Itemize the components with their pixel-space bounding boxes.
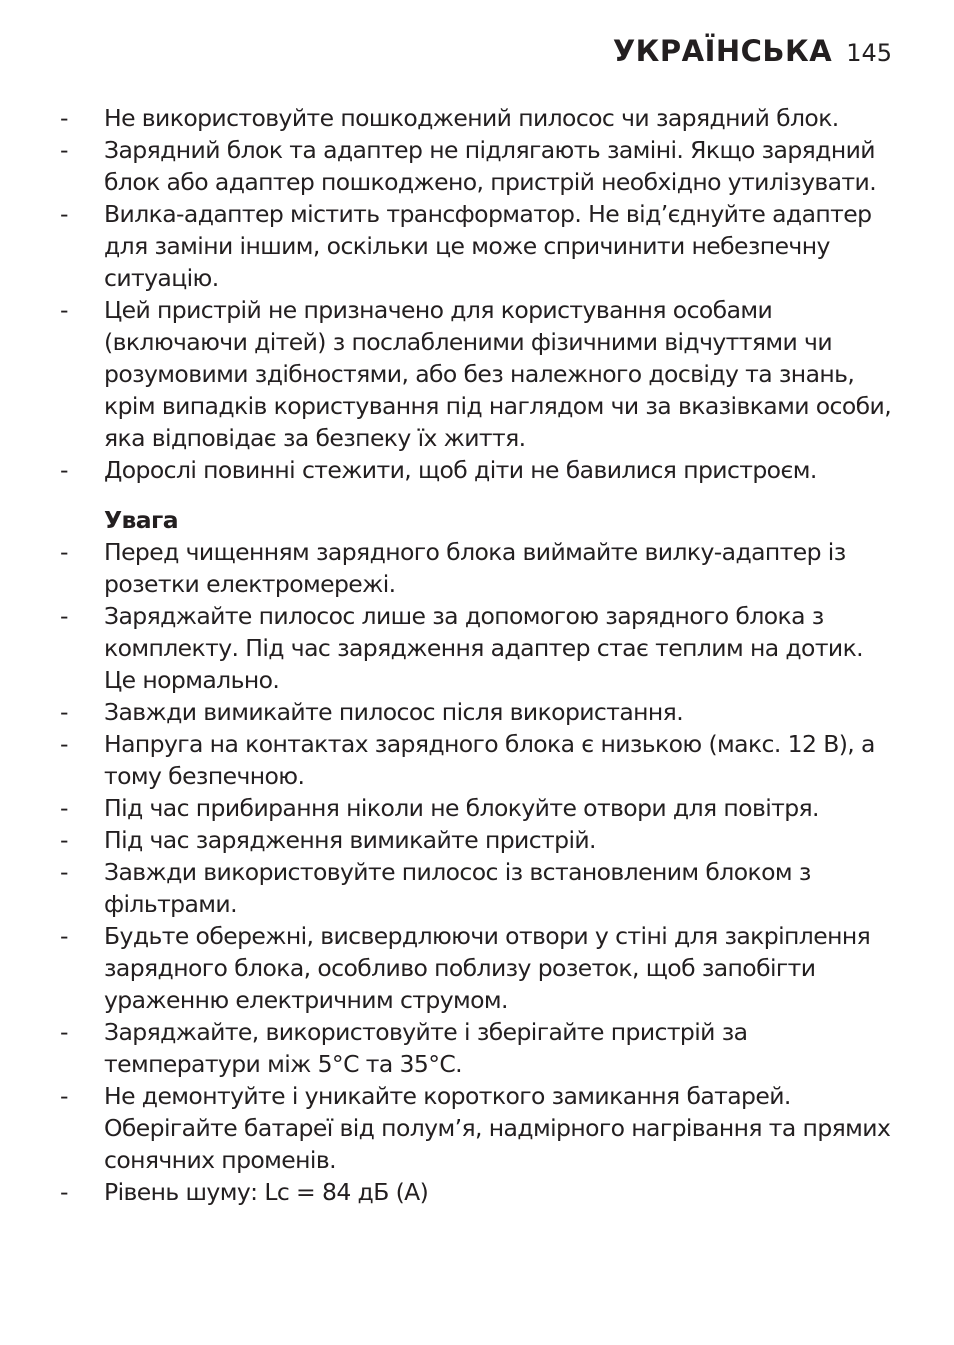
list-item-text: Під час прибирання ніколи не блокуйте отвори для повітря.	[104, 794, 819, 822]
bullet-dash: -	[60, 1018, 68, 1046]
list-item-text: Заряджайте, використовуйте і зберігайте пристрій за температури між 5°C та 35°C.	[104, 1018, 748, 1078]
bullet-dash: -	[60, 1178, 68, 1206]
list-item-text: Завжди вимикайте пилосос після використання.	[104, 698, 684, 726]
bullet-dash: -	[60, 296, 68, 324]
list-item-text: Не використовуйте пошкоджений пилосос чи зарядний блок.	[104, 104, 839, 132]
document-body	[56, 102, 896, 1208]
bullet-dash: -	[60, 826, 68, 854]
bullet-dash: -	[60, 858, 68, 886]
list-item-text: Під час зарядження вимикайте пристрій.	[104, 826, 596, 854]
list-item-text: Цей пристрій не призначено для користування особами (включаючи дітей) з послабленими фізичними відчуттями чи розумовими здібностями, або без належного досвіду та знань, крім випадків користування під наглядом чи за вказівками особи, яка відповідає за безпеку їх життя.	[104, 296, 892, 452]
list-item	[56, 600, 896, 696]
list-item-text: Завжди використовуйте пилосос із встановленим блоком з фільтрами.	[104, 858, 811, 918]
list-item	[56, 536, 896, 600]
bullet-dash: -	[60, 730, 68, 758]
list-item	[56, 102, 896, 134]
list-item	[56, 294, 896, 454]
page-number: 145	[846, 39, 892, 67]
list-item-text: Зарядний блок та адаптер не підлягають заміні. Якщо зарядний блок або адаптер пошкоджено, пристрій необхідно утилізувати.	[104, 136, 877, 196]
list-item-text: Дорослі повинні стежити, щоб діти не бавилися пристроєм.	[104, 456, 817, 484]
bullet-dash: -	[60, 794, 68, 822]
safety-list	[56, 102, 896, 486]
bullet-dash: -	[60, 200, 68, 228]
bullet-dash: -	[60, 538, 68, 566]
language-title: УКРАЇНСЬКА	[612, 34, 833, 68]
list-item-text: Не демонтуйте і уникайте короткого замикання батарей. Оберігайте батареї від полум’я, надмірного нагрівання та прямих сонячних променів.	[104, 1082, 891, 1174]
list-item-text: Заряджайте пилосос лише за допомогою зарядного блока з комплекту. Під час зарядження адаптер стає теплим на дотик. Це нормально.	[104, 602, 864, 694]
list-item	[56, 198, 896, 294]
bullet-dash: -	[60, 104, 68, 132]
page-header	[613, 34, 892, 68]
bullet-dash: -	[60, 922, 68, 950]
bullet-dash: -	[60, 698, 68, 726]
list-item-text: Напруга на контактах зарядного блока є низькою (макс. 12 В), а тому безпечною.	[104, 730, 875, 790]
caution-list	[56, 536, 896, 1208]
list-item	[56, 134, 896, 198]
list-item-text: Вилка-адаптер містить трансформатор. Не від’єднуйте адаптер для заміни іншим, оскільки це може спричинити небезпечну ситуацію.	[104, 200, 872, 292]
list-item	[56, 824, 896, 856]
list-item	[56, 1016, 896, 1080]
bullet-dash: -	[60, 1082, 68, 1110]
bullet-dash: -	[60, 602, 68, 630]
bullet-dash: -	[60, 456, 68, 484]
list-item-text: Перед чищенням зарядного блока виймайте вилку-адаптер із розетки електромережі.	[104, 538, 846, 598]
list-item	[56, 696, 896, 728]
bullet-dash: -	[60, 136, 68, 164]
list-item	[56, 454, 896, 486]
list-item-text: Будьте обережні, висвердлюючи отвори у стіні для закріплення зарядного блока, особливо поблизу розеток, щоб запобігти ураженню електричним струмом.	[104, 922, 871, 1014]
list-item	[56, 792, 896, 824]
list-item-text: Рівень шуму: Lc = 84 дБ (A)	[104, 1178, 429, 1206]
list-item	[56, 1080, 896, 1176]
list-item	[56, 728, 896, 792]
list-item	[56, 920, 896, 1016]
section-heading-caution: Увага	[104, 506, 178, 534]
list-item	[56, 1176, 896, 1208]
list-item	[56, 856, 896, 920]
